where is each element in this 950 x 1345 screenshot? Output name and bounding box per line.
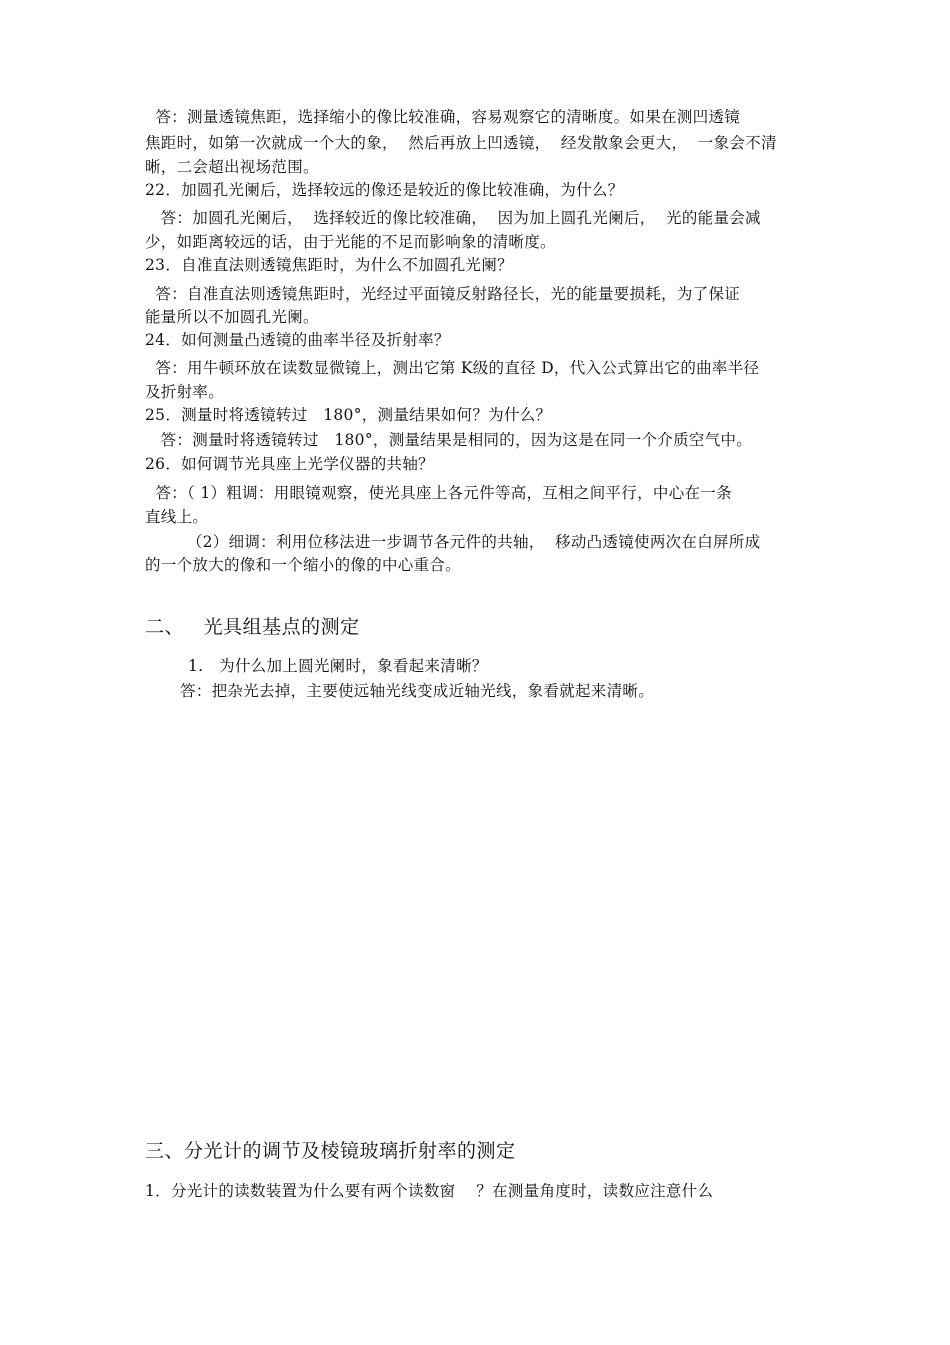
answer-24: 答：用牛顿环放在读数显微镜上，测出它第 K级的直径 D，代入公式算出它的曲率半径: [145, 359, 760, 377]
section-heading: 三、分光计的调节及棱镜玻璃折射率的测定: [145, 1140, 516, 1162]
text-line: 的一个放大的像和一个缩小的像的中心重合。: [145, 556, 462, 574]
answer-26: 答：（ 1）粗调：用眼镜观察，使光具座上各元件等高，互相之间平行，中心在一条: [145, 484, 732, 502]
answer-25: 答：测量时将透镜转过 180°，测量结果是相同的，因为这是在同一个介质空气中。: [145, 431, 753, 449]
text-line: 能量所以不加圆孔光阑。: [145, 308, 319, 326]
question-22: 22．加圆孔光阑后，选择较远的像还是较近的像比较准确，为什么？: [145, 181, 624, 199]
text-line: 答：测量透镜焦距，选择缩小的像比较准确，容易观察它的清晰度。如果在测凹透镜: [145, 108, 741, 126]
question-24: 24．如何测量凸透镜的曲率半径及折射率？: [145, 331, 450, 349]
text-line: 晰，二会超出视场范围。: [145, 158, 319, 176]
question-26: 26．如何调节光具座上光学仪器的共轴？: [145, 455, 434, 473]
text-line: 焦距时，如第一次就成一个大的象， 然后再放上凹透镜， 经发散象会更大， 一象会不清: [145, 134, 777, 152]
question-23: 23．自准直法则透镜焦距时，为什么不加圆孔光阑？: [145, 256, 513, 274]
text-line: 直线上。: [145, 508, 209, 526]
question-1: 1．分光计的读数装置为什么要有两个读数窗 ？在测量角度时，读数应注意什么: [145, 1182, 714, 1200]
text-line: （2）细调：利用位移法进一步调节各元件的共轴， 移动凸透镜使两次在白屏所成: [145, 533, 761, 551]
question-25: 25．测量时将透镜转过 180°，测量结果如何？为什么？: [145, 406, 552, 424]
answer-1: 答：把杂光去掉，主要使远轴光线变成近轴光线，象看就起来清晰。: [180, 682, 655, 700]
text-line: 少，如距离较远的话，由于光能的不足而影响象的清晰度。: [145, 233, 556, 251]
question-1: 1. 为什么加上圆光阑时，象看起来清晰？: [188, 657, 488, 675]
answer-22: 答：加圆孔光阑后， 选择较近的像比较准确， 因为加上圆孔光阑后， 光的能量会减: [145, 209, 761, 227]
section-heading: 二、 光具组基点的测定: [145, 616, 360, 638]
text-line: 及折射率。: [145, 383, 225, 401]
answer-23: 答：自准直法则透镜焦距时，光经过平面镜反射路径长，光的能量要损耗，为了保证: [145, 285, 741, 303]
